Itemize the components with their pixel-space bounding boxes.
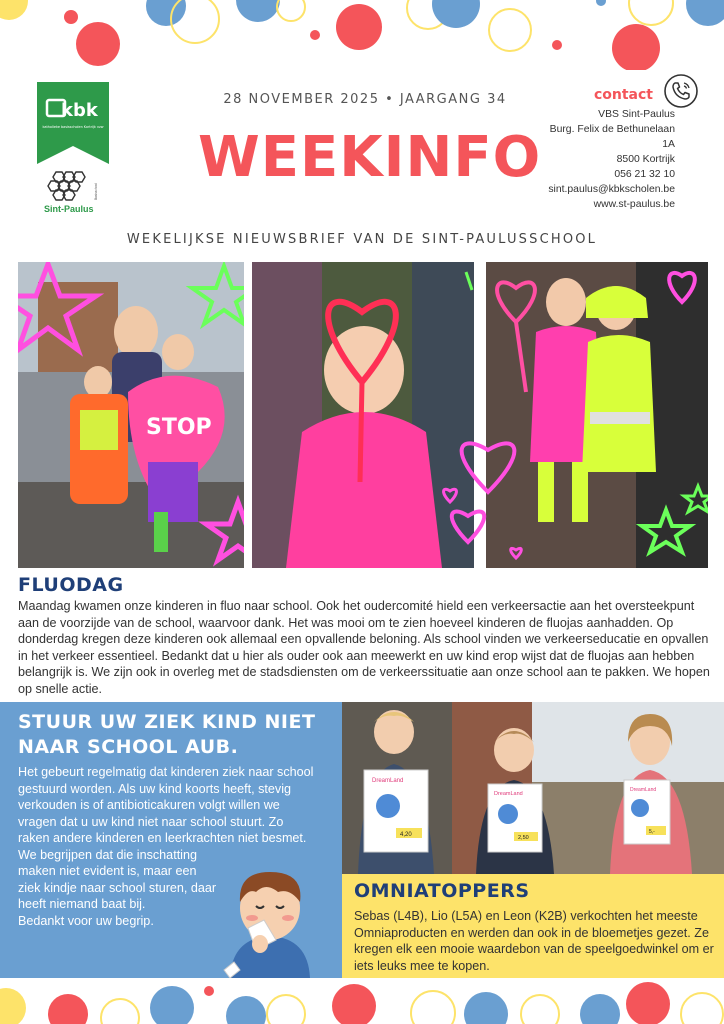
svg-text:Basisschool: Basisschool (94, 182, 98, 200)
omnia-text: Sebas (L4B), Lio (L5A) en Leon (K2B) verkochten het meeste Omniaproducten en werden dan ook in de bloemetjes gezet. Ze kregen elk een mooie waardebon van de speelgoedwinkel om er iets leuks mee te kopen. (354, 909, 714, 973)
bottom-dot-border (0, 978, 724, 1024)
kbk-logo-text: kbk (61, 100, 98, 121)
neon-hearts-decoration (438, 432, 548, 562)
voucher-amount: 2,50 (518, 835, 529, 841)
voucher-brand: DreamLand (372, 778, 404, 784)
kbk-logo (37, 82, 109, 164)
ziek-kind-paragraph: Bedankt voor uw begrip. (18, 913, 154, 928)
stop-sign-text: STOP (146, 415, 212, 440)
contact-title: contact (593, 87, 653, 103)
voucher-amount: 5,- (649, 829, 655, 835)
voucher-brand: DreamLand (494, 791, 523, 797)
dateline: 28 NOVEMBER 2025 • JAARGANG 34 (223, 92, 507, 107)
page-title: WEEKINFO (198, 125, 542, 190)
fluodag-title: FLUODAG (18, 574, 124, 596)
voucher-brand: DreamLand (630, 787, 657, 793)
contact-line: VBS Sint-Paulus (598, 109, 675, 120)
sick-child-illustration (220, 858, 320, 978)
contact-block (535, 88, 675, 212)
contact-email[interactable]: sint.paulus@kbkscholen.be (548, 184, 675, 195)
contact-line: Burg. Felix de Bethunelaan 1A (549, 124, 675, 150)
fluodag-text: Maandag kwamen onze kinderen in fluo naar school. Ook het oudercomité hield een verkeersactie aan het oversteekpunt aan de voorzijde van de school, waarvoor dank. Het was mooi om te zien hoeveel kinderen de fluojas aanhadden. Op donderdag kregen deze kinderen ook allemaal een opvallende beloning. Als school vinden we verkeerseducatie en opvallen in het verkeer essentieel. Bedankt dat u hier als ouder ook aan meewerkt en uw kind erop wijst dat de fluojas aan hebben belangrijk is. We zijn ook in overleg met de stadsdiensten om de verkeerssituatie aan onze school aan te pakken. We hopen op snelle actie. (18, 599, 710, 696)
contact-website[interactable]: www.st-paulus.be (593, 199, 675, 210)
voucher-amount: 4,20 (400, 832, 412, 838)
ziek-kind-paragraph: Het gebeurt regelmatig dat kinderen ziek naar school gestuurd worden. Als uw kind koorts heeft, stevig verkouden is of antibioticakuren volgt willen we vragen dat u uw kind niet naar school stuurt. Zo raken andere kinderen en leerkrachten niet besmet. (18, 765, 314, 845)
svg-text:katholieke basisscholen Kortri: katholieke basisscholen Kortrijk vzw (42, 125, 104, 129)
contact-line: 056 21 32 10 (614, 169, 675, 180)
ziek-kind-paragraph: We begrijpen dat die inschatting maken niet evident is, maar een ziek kindje naar school sturen, daar heeft niemand baat bij. (18, 847, 217, 911)
top-dot-border (0, 0, 724, 70)
school-logo (42, 168, 100, 216)
fluo-photo-collage (18, 262, 708, 568)
omnia-photo (342, 702, 724, 874)
photo-stop-sign (18, 262, 244, 568)
svg-text:Sint-Paulus: Sint-Paulus (44, 204, 94, 214)
omnia-title: OMNIATOPPERS (354, 880, 530, 902)
page-subtitle: WEKELIJKSE NIEUWSBRIEF VAN DE SINT-PAULUSSCHOOL (126, 232, 598, 247)
contact-line: 8500 Kortrijk (616, 154, 675, 165)
ziek-kind-title: STUUR UW ZIEK KIND NIET NAAR SCHOOL AUB. (18, 711, 316, 758)
